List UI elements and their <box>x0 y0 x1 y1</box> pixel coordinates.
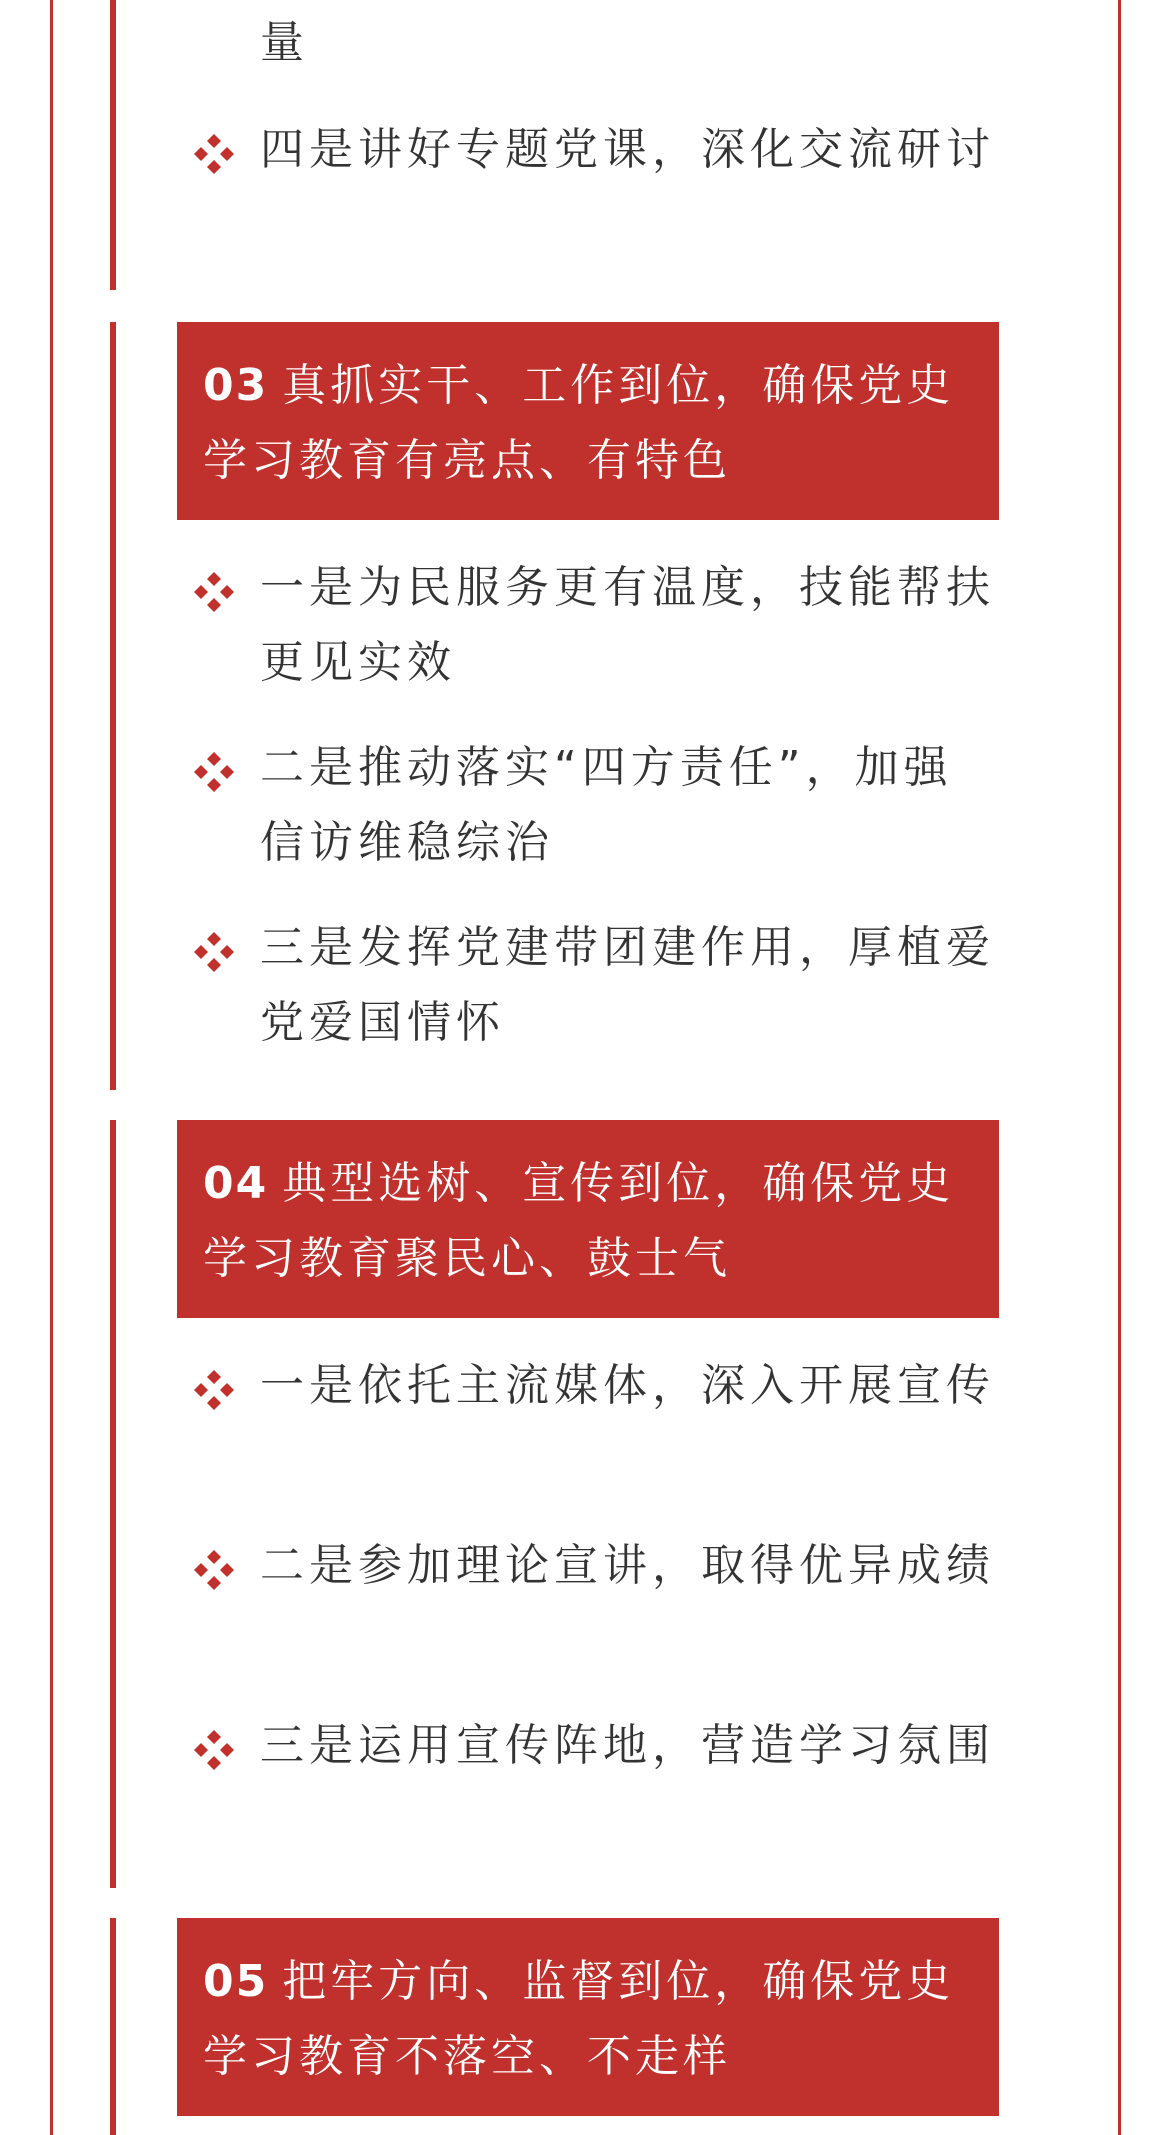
item-text: 二是推动落实“四方责任”，加强信访维稳综治 <box>260 742 953 868</box>
diamond-cluster-icon <box>192 750 236 794</box>
item-text: 量 <box>260 17 309 68</box>
item-text: 一是为民服务更有温度，技能帮扶更见实效 <box>260 562 995 688</box>
block-bar-05 <box>110 1918 116 2135</box>
item-text: 二是参加理论宣讲，取得优异成绩 <box>260 1540 995 1591</box>
section-title: 典型选树、宣传到位，确保党史学习教育聚民心、鼓士气 <box>203 1158 955 1284</box>
list-item <box>190 730 1000 880</box>
diamond-cluster-icon <box>192 132 236 176</box>
section-header-04 <box>177 1120 999 1318</box>
item-text: 四是讲好专题党课，深化交流研讨 <box>260 124 995 175</box>
section-title: 真抓实干、工作到位，确保党史学习教育有亮点、有特色 <box>203 360 955 486</box>
list-item <box>190 550 1000 700</box>
diamond-cluster-icon <box>192 1368 236 1412</box>
section-number: 03 <box>203 360 269 411</box>
list-item <box>190 1708 1000 1783</box>
diamond-cluster-icon <box>192 930 236 974</box>
diamond-cluster-icon <box>192 1548 236 1592</box>
block-bar-03 <box>110 322 116 1090</box>
section-title: 把牢方向、监督到位，确保党史学习教育不落空、不走样 <box>203 1956 955 2082</box>
list-item <box>190 112 1000 187</box>
page-frame-right <box>1118 0 1121 2135</box>
list-item <box>190 910 1000 1060</box>
block-bar-04 <box>110 1120 116 1888</box>
diamond-cluster-icon <box>192 1728 236 1772</box>
list-item <box>190 1348 1000 1423</box>
section-header-05 <box>177 1918 999 2116</box>
block-bar-02 <box>110 0 116 290</box>
page-frame-left <box>50 0 53 2135</box>
section-number: 05 <box>203 1956 269 2007</box>
diamond-cluster-icon <box>192 570 236 614</box>
list-item <box>190 1528 1000 1603</box>
list-item-trailing <box>190 5 1000 80</box>
item-text: 一是依托主流媒体，深入开展宣传 <box>260 1360 995 1411</box>
section-header-03 <box>177 322 999 520</box>
section-number: 04 <box>203 1158 269 1209</box>
item-text: 三是运用宣传阵地，营造学习氛围 <box>260 1720 995 1771</box>
item-text: 三是发挥党建带团建作用，厚植爱党爱国情怀 <box>260 922 995 1048</box>
